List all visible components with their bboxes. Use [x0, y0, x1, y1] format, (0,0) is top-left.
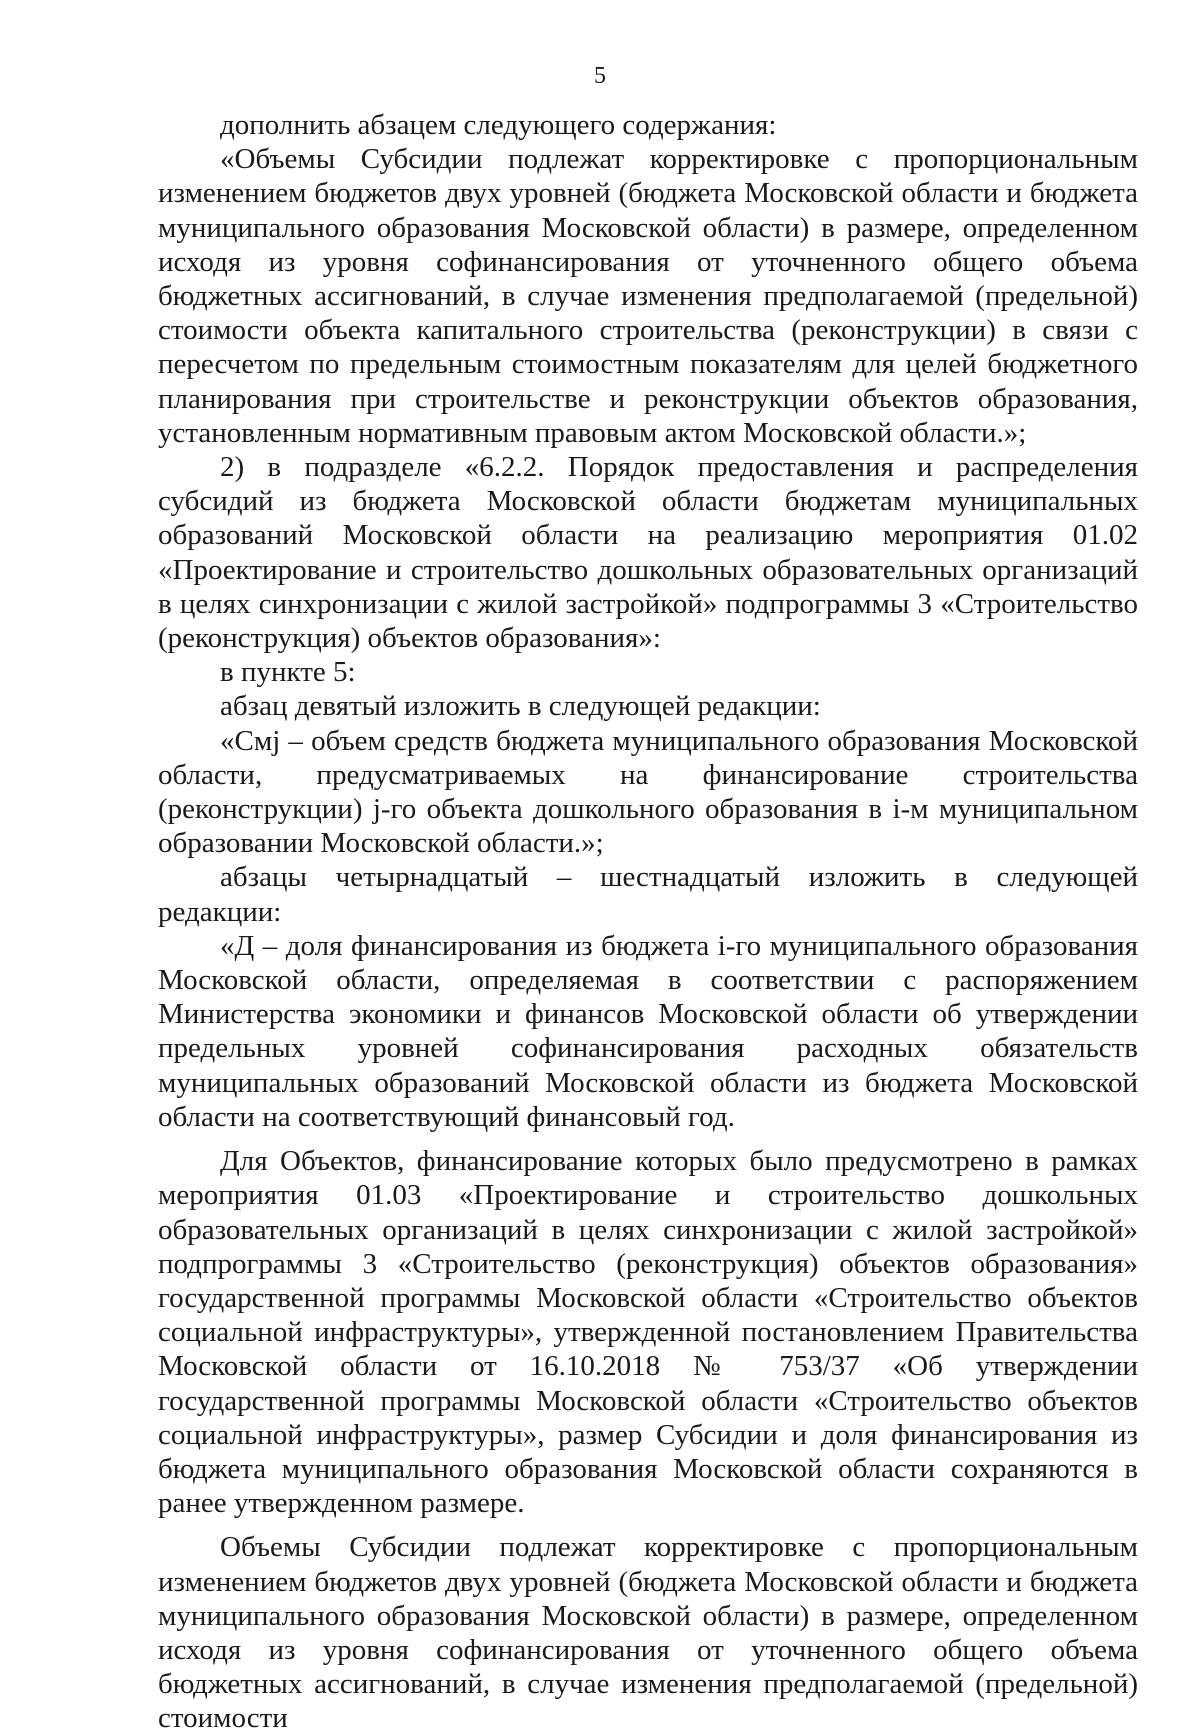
paragraph-clause-5: в пункте 5:	[220, 656, 356, 689]
paragraph-ninth-abzac: абзац девятый изложить в следующей редакции:	[220, 690, 821, 723]
paragraph-cmj-definition: «Смj – объем средств бюджета муниципального образования Московской области, предусматриваемых на финансирование строительства (реконструкции) j-го объекта дошкольного образования в i-м муниципальном образовании Московской области.»;	[158, 724, 1138, 860]
paragraph-objects-financing: Для Объектов, финансирование которых было предусмотрено в рамках мероприятия 01.03 «Проектирование и строительство дошкольных образовательных организаций в целях синхронизации с жилой застройкой» подпрограммы 3 «Строительство (реконструкция) объектов образования» государственной программы Московской области «Строительство объектов социальной инфраструктуры», утвержденной постановлением Правительства Московской области от 16.10.2018 № 753/37 «Об утверждении государственной программы Московской области «Строительство объектов социальной инфраструктуры», размер Субсидии и доля финансирования из бюджета муниципального образования Московской области сохраняются в ранее утвержденном размере.	[158, 1145, 1138, 1520]
paragraph-subsidy-volumes-2: Объемы Субсидии подлежат корректировке с пропорциональным изменением бюджетов двух уровней (бюджета Московской области и бюджета муниципального образования Московской области) в размере, определенном исходя из уровня софинансирования от уточненного общего объема бюджетных ассигнований, в случае изменения предполагаемой (предельной) стоимости	[158, 1531, 1138, 1735]
paragraph-subsidy-volumes: «Объемы Субсидии подлежат корректировке с пропорциональным изменением бюджетов двух уровней (бюджета Московской области и бюджета муниципального образования Московской области) в размере, определенном исходя из уровня софинансирования от уточненного общего объема бюджетных ассигнований, в случае изменения предполагаемой (предельной) стоимости объекта капитального строительства (реконструкции) в связи с пересчетом по предельным стоимостным показателям для целей бюджетного планирования при строительстве и реконструкции объектов образования, установленным нормативным правовым актом Московской области.»;	[158, 143, 1138, 449]
paragraph-subsection-6-2-2: 2) в подразделе «6.2.2. Порядок предоставления и распределения субсидий из бюджета Московской области бюджетам муниципальных образований Московской области на реализацию мероприятия 01.02 «Проектирование и строительство дошкольных образовательных организаций в целях синхронизации с жилой застройкой» подпрограммы 3 «Строительство (реконструкция) объектов образования»:	[158, 451, 1138, 655]
document-body	[158, 108, 1138, 1736]
page-number: 5	[594, 63, 606, 89]
paragraph-abzacs-14-16: абзацы четырнадцатый – шестнадцатый изложить в следующей редакции:	[158, 861, 1138, 928]
paragraph-intro: дополнить абзацем следующего содержания:	[220, 109, 777, 141]
paragraph-d-definition: «Д – доля финансирования из бюджета i-го муниципального образования Московской области, определяемая в соответствии с распоряжением Министерства экономики и финансов Московской области об утверждении предельных уровней софинансирования расходных обязательств муниципальных образований Московской области из бюджета Московской области на соответствующий финансовый год.	[158, 929, 1138, 1133]
